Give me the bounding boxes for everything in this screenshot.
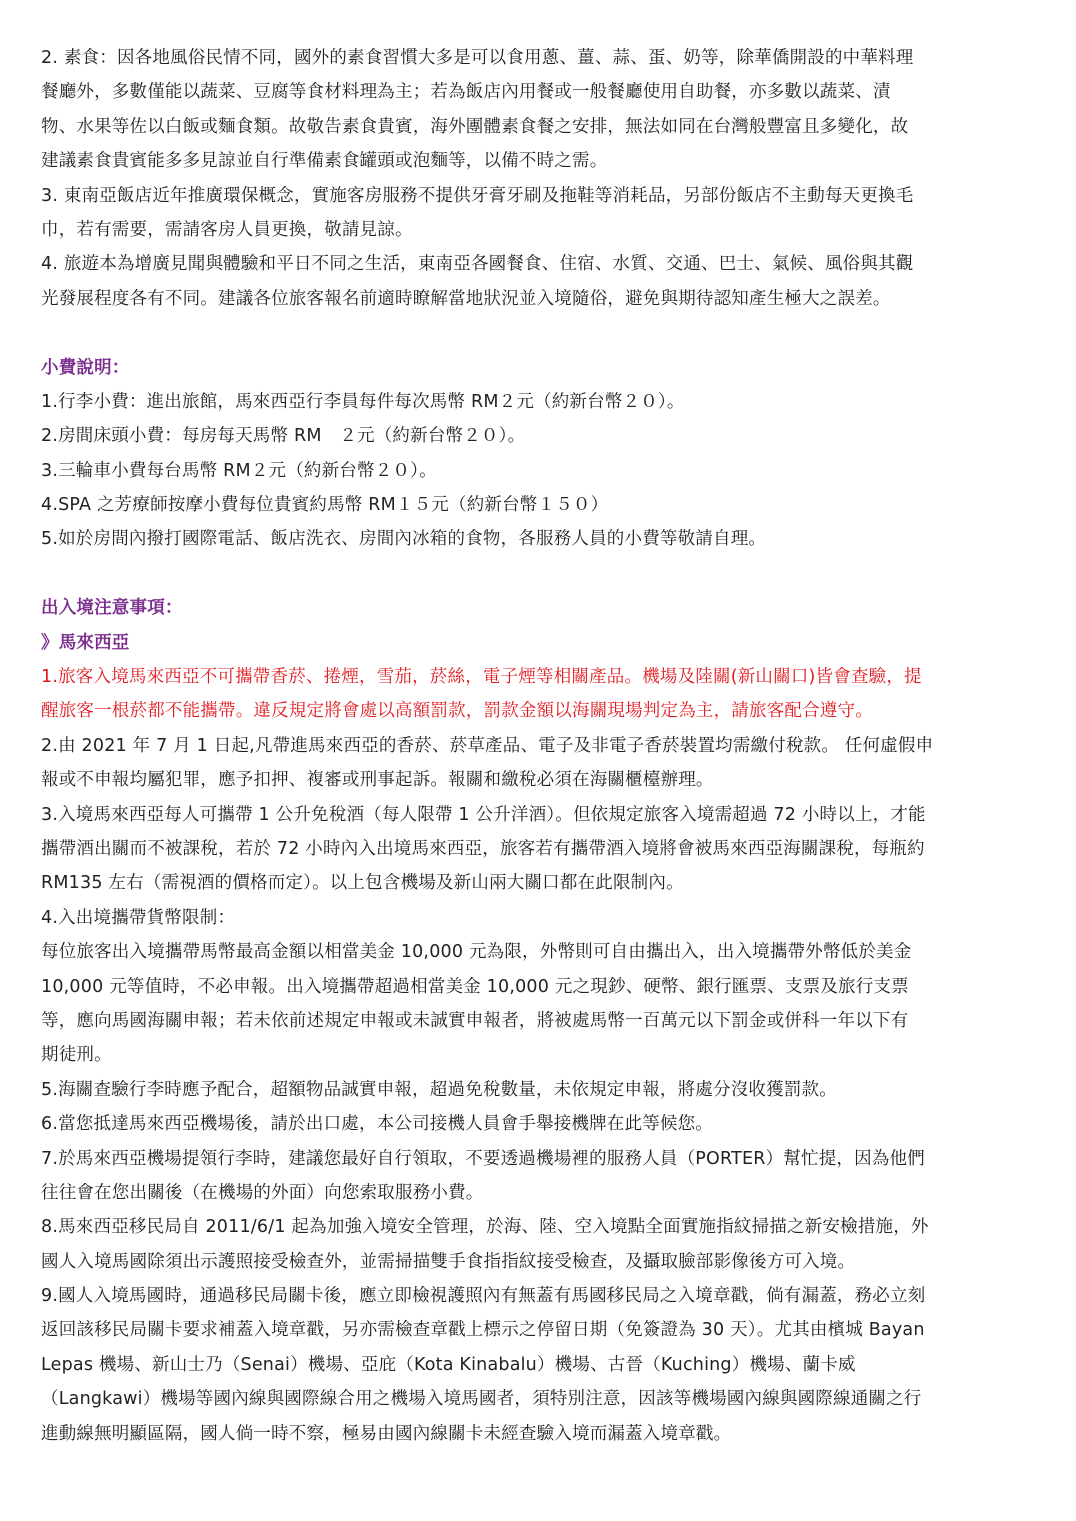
notes-line: 物、水果等佐以白飯或麵食類。故敬告素食貴賓，海外團體素食餐之安排，無法如同在台灣般豐富且多變化，故 xyxy=(41,116,909,137)
notes-line: 巾，若有需要，需請客房人員更換，敬請見諒。 xyxy=(41,219,413,240)
customs-line: 2.由 2021 年 7 月 1 日起,凡帶進馬來西亞的香菸、菸草產品、電子及非電子香菸裝置均需繳付稅款。 任何虛假申 xyxy=(41,735,934,756)
customs-subheading-malaysia: 》馬來西亞 xyxy=(41,632,130,653)
notes-line: 建議素食貴賓能多多見諒並自行準備素食罐頭或泡麵等，以備不時之需。 xyxy=(41,151,608,172)
document-page xyxy=(41,41,1036,1451)
notes-section xyxy=(41,41,1036,316)
customs-line: Lepas 機場、新山士乃（Senai）機場、亞庇（Kota Kinabalu）機場、古晉（Kuching）機場、蘭卡威 xyxy=(41,1354,856,1375)
customs-line: 等，應向馬國海關申報；若未依前述規定申報或未誠實申報者，將被處馬幣一百萬元以下罰金或併科一年以下有 xyxy=(41,1010,909,1031)
customs-line: 返回該移民局關卡要求補蓋入境章戳，另亦需檢查章戳上標示之停留日期（免簽證為 30 天）。尤其由檳城 Bayan xyxy=(41,1320,925,1341)
customs-line: 3.入境馬來西亞每人可攜帶 1 公升免稅酒（每人限帶 1 公升洋酒）。但依規定旅客入境需超過 72 小時以上，才能 xyxy=(41,804,926,825)
tips-line: 5.如於房間內撥打國際電話、飯店洗衣、房間內冰箱的食物，各服務人員的小費等敬請自理。 xyxy=(41,529,767,550)
customs-heading: 出入境注意事項： xyxy=(41,598,183,619)
customs-warning-line: 醒旅客一根菸都不能攜帶。違反規定將會處以高額罰款，罰款金額以海關現場判定為主，請旅客配合遵守。 xyxy=(41,701,873,722)
notes-line: 2. 素食：因各地風俗民情不同，國外的素食習慣大多是可以食用蔥、薑、蒜、蛋、奶等，除華僑開設的中華料理 xyxy=(41,48,914,68)
tips-line: 3.三輪車小費每台馬幣 RM２元（約新台幣２０）。 xyxy=(41,460,437,481)
customs-line: 往往會在您出關後（在機場的外面）向您索取服務小費。 xyxy=(41,1182,484,1203)
customs-line: 每位旅客出入境攜帶馬幣最高金額以相當美金 10,000 元為限，外幣則可自由攜出入，出入境攜帶外幣低於美金 xyxy=(41,942,912,963)
customs-line: 8.馬來西亞移民局自 2011/6/1 起為加強入境安全管理，於海、陸、空入境點全面實施指紋掃描之新安檢措施，外 xyxy=(41,1217,929,1238)
notes-line: 光發展程度各有不同。建議各位旅客報名前適時瞭解當地狀況並入境隨俗，避免與期待認知產生極大之誤差。 xyxy=(41,288,891,309)
notes-line: 4. 旅遊本為增廣見聞與體驗和平日不同之生活，東南亞各國餐食、住宿、水質、交通、巴士、氣候、風俗與其觀 xyxy=(41,254,914,275)
spacer xyxy=(41,557,1036,591)
customs-line: 報或不申報均屬犯罪，應予扣押、複審或刑事起訴。報關和繳稅必須在海關櫃檯辦理。 xyxy=(41,770,714,791)
spacer xyxy=(41,316,1036,350)
tips-section xyxy=(41,351,1036,557)
notes-line: 3. 東南亞飯店近年推廣環保概念，實施客房服務不提供牙膏牙刷及拖鞋等消耗品，另部份飯店不主動每天更換毛 xyxy=(41,185,914,206)
customs-line: 6.當您抵達馬來西亞機場後，請於出口處，本公司接機人員會手舉接機牌在此等候您。 xyxy=(41,1114,713,1135)
tips-line: 1.行李小費：進出旅館，馬來西亞行李員每件每次馬幣 RM２元（約新台幣２０）。 xyxy=(41,391,685,412)
customs-line: RM135 左右（需視酒的價格而定）。以上包含機場及新山兩大關口都在此限制內。 xyxy=(41,873,684,894)
customs-line: （Langkawi）機場等國內線與國際線合用之機場入境馬國者，須特別注意，因該等機場國內線與國際線通關之行 xyxy=(41,1389,922,1410)
customs-warning-line: 1.旅客入境馬來西亞不可攜帶香菸、捲煙，雪茄，菸絲，電子煙等相關產品。機場及陸關(新山關口)皆會查驗，提 xyxy=(41,667,922,688)
customs-section xyxy=(41,591,1036,1451)
customs-line: 期徒刑。 xyxy=(41,1045,112,1066)
customs-line: 4.入出境攜帶貨幣限制： xyxy=(41,907,236,928)
customs-line: 國人入境馬國除須出示護照接受檢查外，並需掃描雙手食指指紋接受檢查，及攝取臉部影像後方可入境。 xyxy=(41,1251,856,1272)
customs-line: 7.於馬來西亞機場提領行李時，建議您最好自行領取，不要透過機場裡的服務人員（PORTER）幫忙提，因為他們 xyxy=(41,1148,925,1169)
customs-line: 9.國人入境馬國時，通過移民局關卡後，應立即檢視護照內有無蓋有馬國移民局之入境章戳，倘有漏蓋，務必立刻 xyxy=(41,1286,926,1307)
customs-line: 10,000 元等值時，不必申報。出入境攜帶超過相當美金 10,000 元之現鈔、硬幣、銀行匯票、支票及旅行支票 xyxy=(41,976,909,997)
customs-line: 5.海關查驗行李時應予配合，超額物品誠實申報，超過免稅數量，未依規定申報，將處分沒收獲罰款。 xyxy=(41,1079,837,1100)
notes-line: 餐廳外，多數僅能以蔬菜、豆腐等食材料理為主；若為飯店內用餐或一般餐廳使用自助餐，亦多數以蔬菜、漬 xyxy=(41,82,891,103)
tips-line: 4.SPA 之芳療師按摩小費每位貴賓約馬幣 RM１５元（約新台幣１５０） xyxy=(41,495,609,516)
tips-line: 2.房間床頭小費：每房每天馬幣 RM ２元（約新台幣２０）。 xyxy=(41,426,526,447)
customs-line: 進動線無明顯區隔，國人倘一時不察，極易由國內線關卡未經查驗入境而漏蓋入境章戳。 xyxy=(41,1423,732,1444)
tips-heading: 小費說明： xyxy=(41,357,130,378)
customs-line: 攜帶酒出關而不被課稅，若於 72 小時內入出境馬來西亞，旅客若有攜帶酒入境將會被馬來西亞海關課稅，每瓶約 xyxy=(41,838,925,859)
